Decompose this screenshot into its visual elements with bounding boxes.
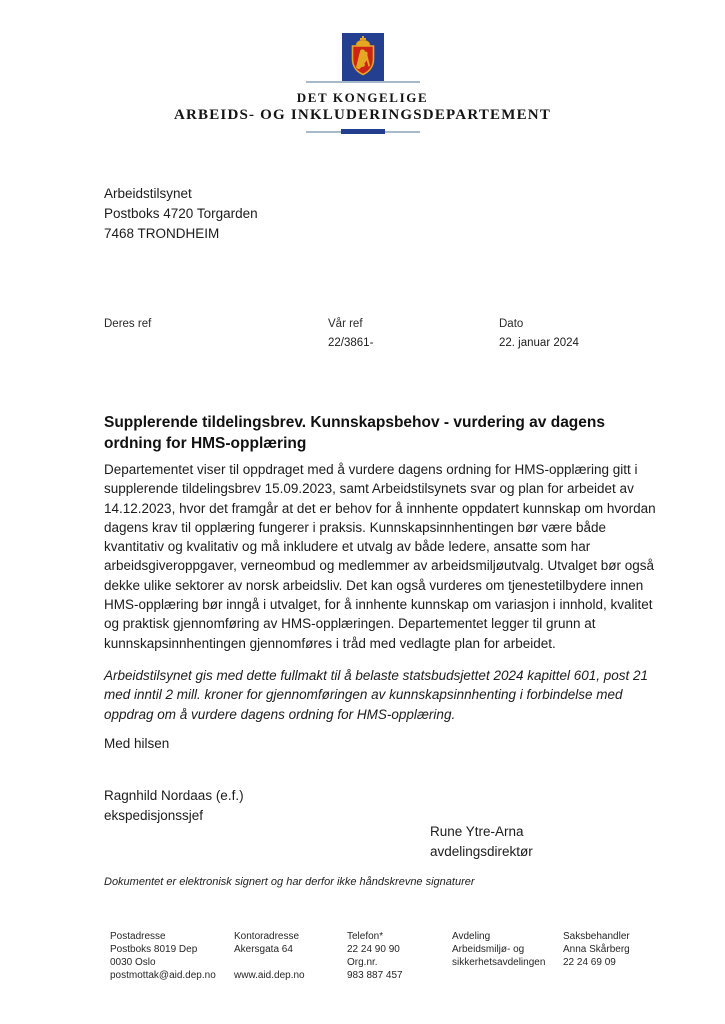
footer-line: Akersgata 64 [234,944,293,955]
closing-salutation: Med hilsen [104,736,170,751]
footer-col-header: Saksbehandler [563,931,630,942]
footer-col-saksbehandler [563,930,630,982]
electronic-signature-note: Dokumentet er elektronisk signert og har derfor ikke håndskrevne signaturer [104,876,475,888]
signer-name: Ragnhild Nordaas (e.f.) [104,788,244,803]
footer-line: postmottak@aid.dep.no [110,970,216,981]
footer-line: 0030 Oslo [110,957,156,968]
signer-title: avdelingsdirektør [430,844,533,859]
footer-line: Org.nr. [347,957,378,968]
footer-col-header: Avdeling [452,931,491,942]
footer-col-telefon [347,930,403,982]
signer-name: Rune Ytre-Arna [430,824,524,839]
dato-value: 22. januar 2024 [499,337,579,349]
footer-line: Arbeidsmiljø- og [452,944,525,955]
footer-col-header: Telefon* [347,931,384,942]
letterhead-rule-top [306,81,420,83]
royal-coat-of-arms-icon [342,33,384,81]
var-ref-column [328,318,373,351]
footer-col-header: Postadresse [110,931,166,942]
letterhead-ministry-name: ARBEIDS- OG INKLUDERINGSDEPARTEMENT [173,107,552,123]
footer-col-postadresse [110,930,216,982]
footer-col-kontoradresse [234,930,305,982]
rule-thick-segment [341,129,385,134]
signature-block-right [430,822,533,862]
letterhead-rule-bottom [306,129,420,134]
footer-line: www.aid.dep.no [234,970,305,981]
dato-column [499,318,579,351]
deres-ref-column [104,318,151,351]
subject-title: Supplerende tildelingsbrev. Kunnskapsbehov - vurdering av dagens ordning for HMS-opplæring [104,414,605,452]
body-paragraph-2-authorization: Arbeidstilsynet gis med dette fullmakt til å belaste statsbudsjettet 2024 kapittel 601, post 21 med inntil 2 mill. kroner for gjennomføringen av kunnskapsinnhenting i forbindelse med oppdrag om å vurdere dagens ordning for HMS-opplæring. [104,668,649,722]
var-ref-label: Vår ref [328,318,363,330]
footer-line: sikkerhetsavdelingen [452,957,546,968]
dato-label: Dato [499,318,524,330]
var-ref-value: 22/3861- [328,337,374,349]
footer-line: 22 24 90 90 [347,944,400,955]
footer-line: 983 887 457 [347,970,403,981]
footer-line [234,956,305,969]
letterhead [0,33,725,134]
body-paragraph-1: Departementet viser til oppdraget med å vurdere dagens ordning for HMS-opplæring gitt i supplerende tildelingsbrev 15.09.2023, samt Arbeidstilsynets svar og plan for arbeidet av 14.12.2023, hvor det framgår at det er behov for å innhente oppdatert kunnskap om hvordan dagens krav til opplæring fungerer i praksis. Kunnskapsinnhentingen bør være både kvantitativ og kvalitativ og må inkludere et utvalg av både ledere, ansatte som har arbeidsgiveroppgaver, verneombud og medlemmer av arbeidsmiljøutvalg. Utvalget bør også dekke ulike sektorer av norsk arbeidsliv. Det kan også vurderes om tjenestetilbydere innen HMS-opplæring bør inngå i utvalget, for å innhente kunnskap om variasjon i innhold, kvalitet og praktisk gjennomføring av HMS-opplæringen. Departementet legger til grunn at kunnskapsinnhentingen gjennomføres i tråd med vedlagte plan for arbeidet. [104,462,656,651]
letterhead-royal-line: DET KONGELIGE [296,90,429,105]
recipient-city: 7468 TRONDHEIM [104,226,220,241]
recipient-street: Postboks 4720 Torgarden [104,206,258,221]
signer-title: ekspedisjonssjef [104,808,204,823]
footer-line: 22 24 69 09 [563,957,616,968]
footer-col-avdeling [452,930,545,982]
footer-line: Anna Skårberg [563,944,630,955]
deres-ref-value [104,337,151,351]
footer-line: Postboks 8019 Dep [110,944,198,955]
deres-ref-label: Deres ref [104,318,152,330]
signature-block-left [104,786,244,826]
footer-line [452,969,545,982]
recipient-address [104,184,258,244]
footer-line [563,969,630,982]
footer-col-header: Kontoradresse [234,931,300,942]
recipient-name: Arbeidstilsynet [104,186,192,201]
